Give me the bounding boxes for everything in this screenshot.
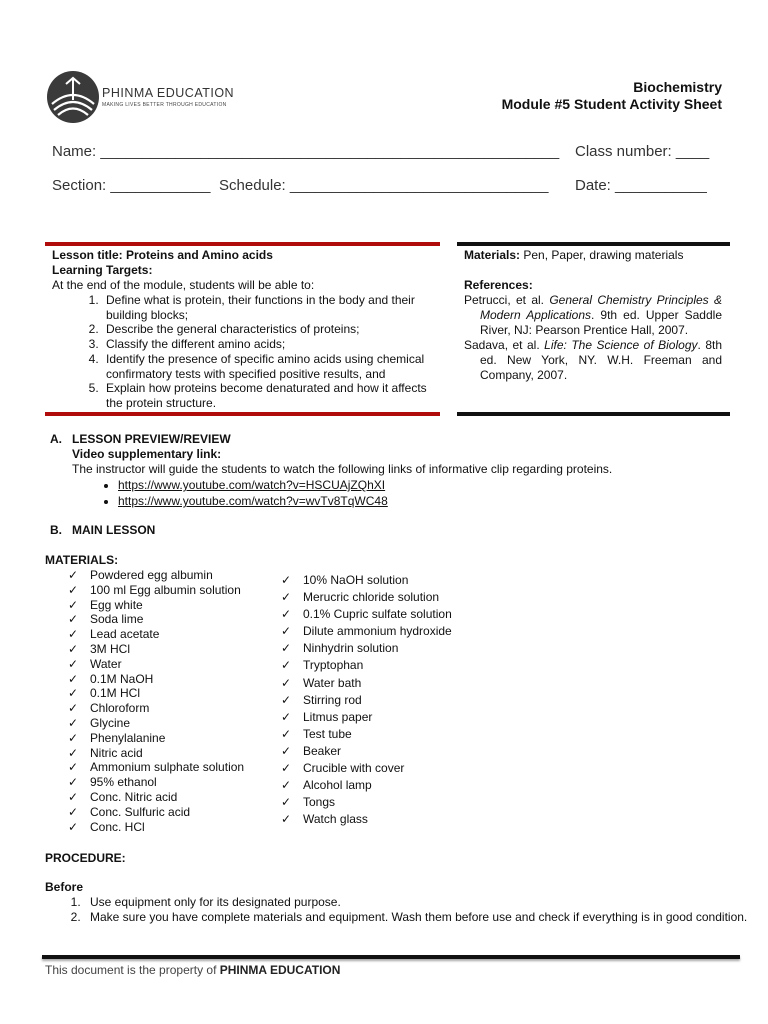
video-link-heading: Video supplementary link:: [72, 447, 222, 461]
list-item: ✓ Water: [68, 657, 244, 672]
list-item: [118, 477, 388, 493]
list-item: ✓ Water bath: [281, 675, 452, 692]
list-item: ✓ Merucric chloride solution: [281, 589, 452, 606]
list-item: ✓ Beaker: [281, 743, 452, 760]
list-item: ✓ 0.1M NaOH: [68, 672, 244, 687]
list-item: ✓ 100 ml Egg albumin solution: [68, 583, 244, 598]
references-heading: References:: [464, 278, 533, 292]
before-steps-list: [40, 895, 768, 924]
list-item: 2. Make sure you have complete materials and equipment. Wash them before use and check if everything is in good condition.: [84, 910, 768, 925]
list-item: ✓ 3M HCl: [68, 642, 244, 657]
date-field[interactable]: Date: ___________: [575, 177, 707, 194]
list-item: ✓ Litmus paper: [281, 709, 452, 726]
list-item: 2. Describe the general characteristics of proteins;: [102, 322, 436, 337]
list-item: ✓ Alcohol lamp: [281, 777, 452, 794]
list-item: 1. Use equipment only for its designated purpose.: [84, 895, 768, 910]
list-item: ✓ Watch glass: [281, 811, 452, 828]
logo-tagline: MAKING LIVES BETTER THROUGH EDUCATION: [102, 102, 227, 108]
list-item: ✓ Soda lime: [68, 612, 244, 627]
list-item: ✓ Phenylalanine: [68, 731, 244, 746]
materials-box-bottom-border: [457, 412, 730, 416]
lesson-title: Lesson title: Proteins and Amino acids: [52, 248, 273, 262]
video-link-1[interactable]: https://www.youtube.com/watch?v=HSCUAjZQhXI: [118, 478, 386, 492]
materials-box: [464, 248, 722, 383]
list-item: ✓ Egg white: [68, 598, 244, 613]
materials-list-col2: [281, 572, 452, 828]
footer-owner: PHINMA EDUCATION: [219, 963, 341, 977]
list-item: ✓ Tongs: [281, 794, 452, 811]
list-item: ✓ Conc. HCl: [68, 820, 244, 835]
section-field[interactable]: Section: ____________: [52, 177, 211, 194]
list-item: ✓ Tryptophan: [281, 657, 452, 674]
materials-list-col1: [68, 568, 244, 834]
list-item: ✓ Ninhydrin solution: [281, 640, 452, 657]
materials-box-top-border: [457, 242, 730, 246]
name-field[interactable]: Name: _______________________________________________________: [52, 143, 560, 160]
sheet-title: Module #5 Student Activity Sheet: [501, 96, 722, 112]
reference-1: Petrucci, et al. General Chemistry Principles & Modern Applications. 9th ed. Upper Saddle River, NJ: Pearson Prentice Hall, 2007.: [464, 293, 722, 337]
list-item: [118, 493, 388, 509]
phinma-emblem-icon: [46, 70, 100, 124]
list-item: ✓ Stirring rod: [281, 692, 452, 709]
schedule-field[interactable]: Schedule: _______________________________: [219, 177, 549, 194]
list-item: ✓ 10% NaOH solution: [281, 572, 452, 589]
list-item: ✓ Lead acetate: [68, 627, 244, 642]
list-item: 1. Define what is protein, their functions in the body and their building blocks;: [102, 293, 436, 322]
learning-targets-intro: At the end of the module, students will be able to:: [52, 278, 315, 292]
list-item: ✓ 95% ethanol: [68, 775, 244, 790]
footer-text: This document is the property of PHINMA EDUCATION: [45, 963, 341, 977]
list-item: ✓ Glycine: [68, 716, 244, 731]
materials-label: Materials:: [464, 248, 521, 262]
list-item: ✓ Test tube: [281, 726, 452, 743]
list-item: ✓ 0.1% Cupric sulfate solution: [281, 606, 452, 623]
materials-value: Pen, Paper, drawing materials: [520, 248, 684, 262]
learning-targets-list: [52, 293, 436, 411]
reference-2: Sadava, et al. Life: The Science of Biology. 8th ed. New York, NY. W.H. Freeman and Company, 2007.: [464, 338, 722, 382]
section-a-heading: A. LESSON PREVIEW/REVIEW: [50, 432, 231, 446]
footer-divider: [42, 955, 740, 959]
learning-targets-heading: Learning Targets:: [52, 263, 153, 277]
lesson-box-top-border: [45, 242, 440, 246]
list-item: ✓ Crucible with cover: [281, 760, 452, 777]
lesson-box-bottom-border: [45, 412, 440, 416]
video-links-list: [50, 477, 388, 509]
subject-title: Biochemistry: [633, 79, 722, 95]
video-link-2[interactable]: https://www.youtube.com/watch?v=wvTv8TqWC48: [118, 494, 388, 508]
class-number-field[interactable]: Class number: ____: [575, 143, 710, 160]
logo-name: PHINMA EDUCATION: [102, 86, 235, 100]
section-b-heading: B. MAIN LESSON: [50, 523, 156, 537]
list-item: ✓ Conc. Sulfuric acid: [68, 805, 244, 820]
before-heading: Before: [45, 880, 84, 894]
materials-heading: MATERIALS:: [45, 553, 119, 567]
list-item: ✓ 0.1M HCl: [68, 686, 244, 701]
list-item: 4. Identify the presence of specific amino acids using chemical confirmatory tests with specified positive results, and: [102, 352, 436, 381]
list-item: ✓ Powdered egg albumin: [68, 568, 244, 583]
procedure-heading: PROCEDURE:: [45, 851, 126, 865]
lesson-box: [52, 248, 436, 411]
phinma-logo: [46, 70, 235, 124]
list-item: ✓ Dilute ammonium hydroxide: [281, 623, 452, 640]
list-item: ✓ Nitric acid: [68, 746, 244, 761]
list-item: ✓ Chloroform: [68, 701, 244, 716]
list-item: 3. Classify the different amino acids;: [102, 337, 436, 352]
list-item: ✓ Conc. Nitric acid: [68, 790, 244, 805]
section-a-text: The instructor will guide the students to watch the following links of informative clip regarding proteins.: [72, 462, 613, 476]
list-item: ✓ Ammonium sulphate solution: [68, 760, 244, 775]
list-item: 5. Explain how proteins become denaturated and how it affects the protein structure.: [102, 381, 436, 410]
